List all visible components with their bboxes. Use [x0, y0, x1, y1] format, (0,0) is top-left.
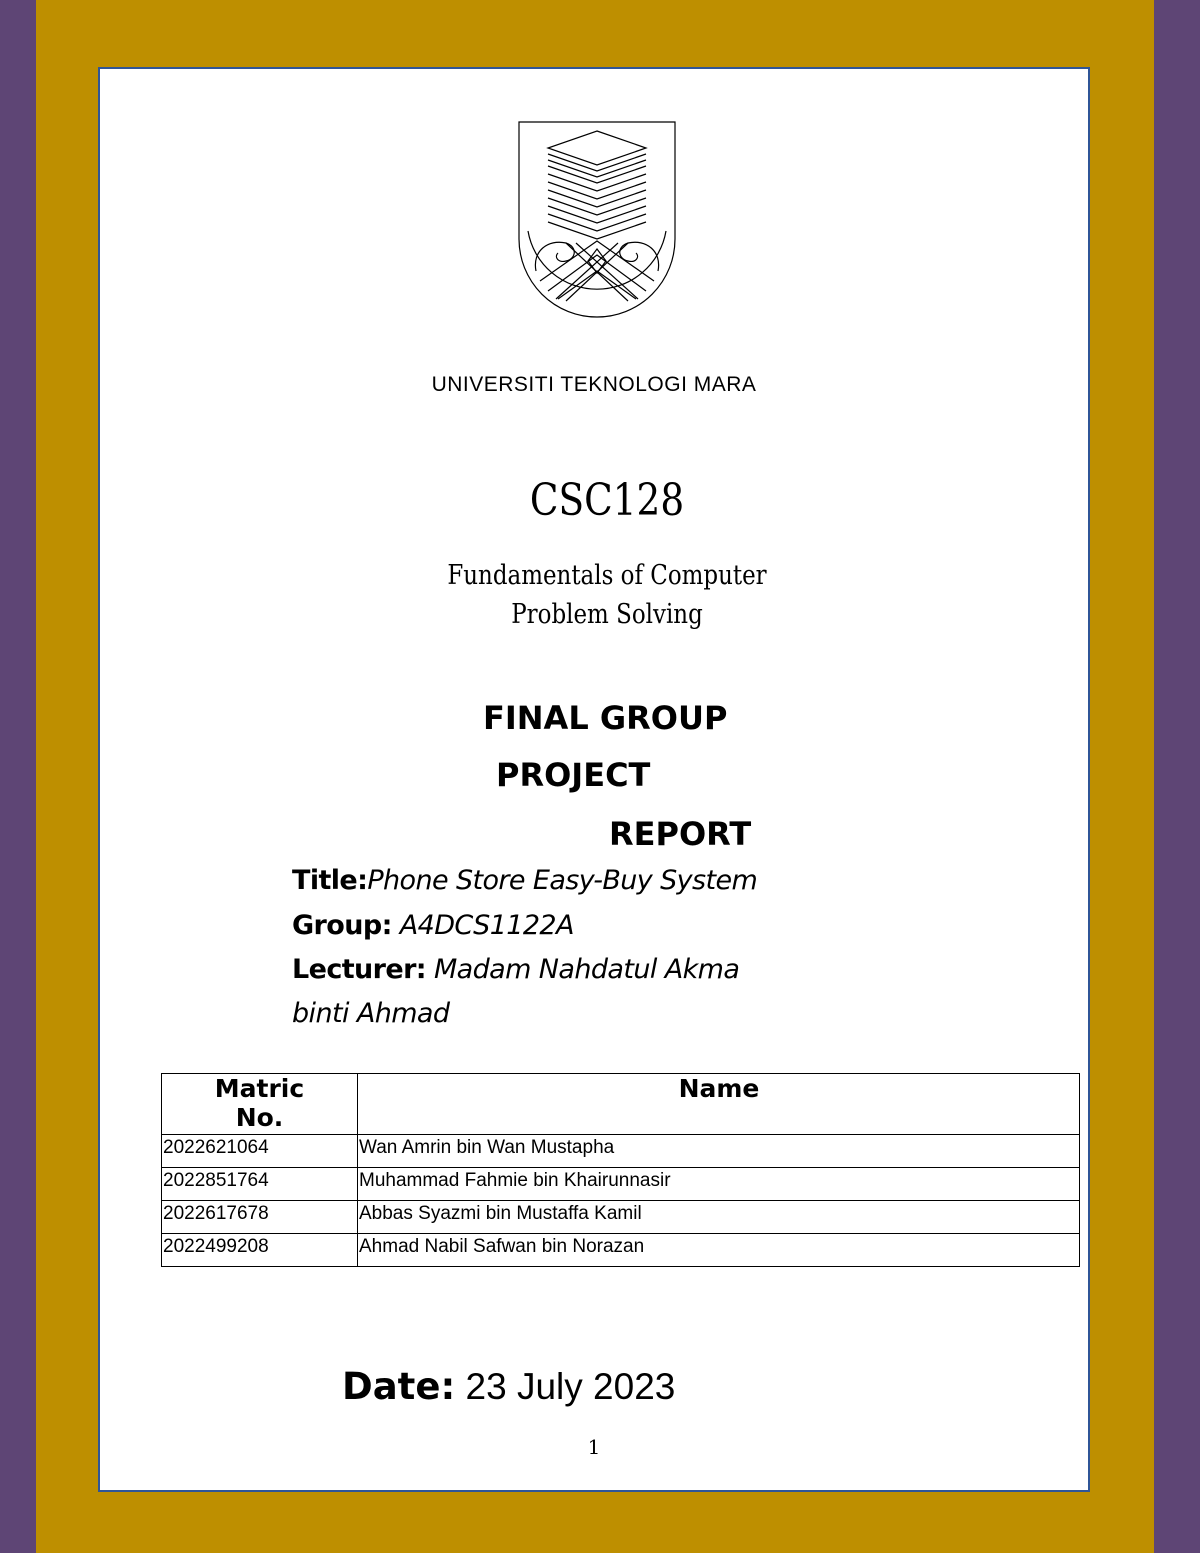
title-label: Title:: [292, 865, 368, 896]
page-number: 1: [587, 1435, 601, 1459]
project-lecturer: [292, 954, 739, 985]
group-value: A4DCS1122A: [399, 910, 574, 941]
column-header-name: Name: [358, 1074, 1080, 1135]
group-label: Group:: [292, 910, 392, 941]
university-logo: [518, 121, 676, 323]
university-name: UNIVERSITI TEKNOLOGI MARA: [431, 373, 757, 396]
name-cell: Abbas Syazmi bin Mustaffa Kamil: [358, 1201, 1080, 1234]
report-heading-line-1: FINAL GROUP: [483, 699, 728, 737]
project-lecturer-cont: [292, 998, 449, 1029]
lecturer-value-line-2: binti Ahmad: [292, 998, 450, 1029]
submission-date: [342, 1365, 675, 1408]
name-cell: Muhammad Fahmie bin Khairunnasir: [358, 1168, 1080, 1201]
matric-cell: 2022851764: [162, 1168, 358, 1201]
table-row: [162, 1234, 1080, 1267]
lecturer-value-line-1: Madam Nahdatul Akma: [433, 954, 740, 985]
members-table: [161, 1073, 1080, 1267]
course-name: [437, 556, 777, 634]
name-cell: Wan Amrin bin Wan Mustapha: [358, 1135, 1080, 1168]
table-row: [162, 1168, 1080, 1201]
title-value: Phone Store Easy-Buy System: [367, 865, 758, 896]
matric-cell: 2022499208: [162, 1234, 358, 1267]
members-table-header: [162, 1074, 1080, 1135]
lecturer-label: Lecturer:: [292, 954, 426, 985]
matric-cell: 2022621064: [162, 1135, 358, 1168]
course-name-line-1: Fundamentals of Computer: [447, 560, 767, 591]
name-cell: Ahmad Nabil Safwan bin Norazan: [358, 1234, 1080, 1267]
date-value: 23 July 2023: [465, 1366, 676, 1407]
table-row: [162, 1201, 1080, 1234]
report-heading-line-3: REPORT: [609, 815, 752, 853]
cover-page: [98, 67, 1090, 1492]
project-group: [292, 910, 574, 941]
date-label: Date:: [342, 1365, 456, 1408]
course-code: CSC128: [529, 475, 685, 526]
column-header-matric: Matric No.: [162, 1074, 358, 1135]
report-heading-line-2: PROJECT: [496, 756, 651, 794]
project-title: [292, 865, 757, 896]
table-row: [162, 1135, 1080, 1168]
course-name-line-2: Problem Solving: [511, 599, 703, 630]
matric-cell: 2022617678: [162, 1201, 358, 1234]
